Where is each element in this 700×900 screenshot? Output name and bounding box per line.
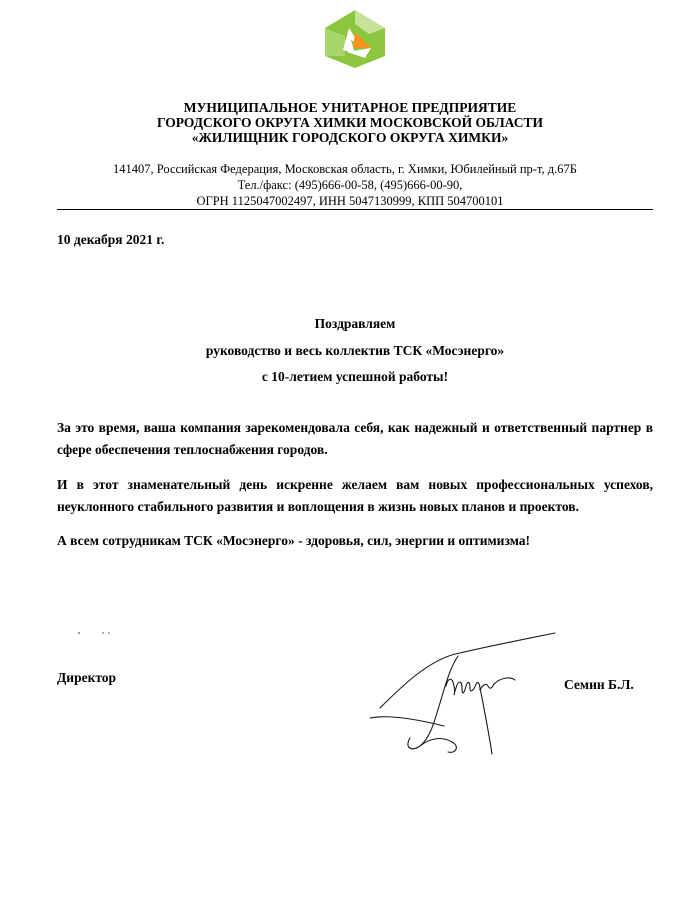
org-registration: ОГРН 1125047002497, ИНН 5047130999, КПП 504700101 — [196, 194, 504, 208]
handwritten-signature — [360, 628, 560, 758]
org-name-line-2: ГОРОДСКОГО ОКРУГА ХИМКИ МОСКОВСКОЙ ОБЛАСТИ — [156, 115, 544, 130]
body-paragraph-3: А всем сотрудникам ТСК «Мосэнерго» - здоровья, сил, энергии и оптимизма! — [57, 533, 531, 548]
org-name-line-3: «ЖИЛИЩНИК ГОРОДСКОГО ОКРУГА ХИМКИ» — [191, 130, 509, 145]
greeting-line-3: с 10-летием успешной работы! — [261, 369, 449, 384]
greeting-line-1: Поздравляем — [314, 316, 396, 331]
org-phone: Тел./факс: (495)666-00-58, (495)666-00-90, — [237, 178, 463, 192]
letter-date: 10 декабря 2021 г. — [57, 232, 165, 247]
greeting-line-2: руководство и весь коллектив ТСК «Мосэнерго» — [205, 343, 505, 358]
signatory-name: Семин Б.Л. — [564, 677, 634, 692]
signatory-position: Директор — [57, 670, 117, 685]
org-name-line-1: МУНИЦИПАЛЬНОЕ УНИТАРНОЕ ПРЕДПРИЯТИЕ — [183, 100, 517, 115]
company-logo-icon — [325, 10, 385, 68]
decorative-dots — [65, 628, 125, 638]
body-paragraph-1: За это время, ваша компания зарекомендовала себя, как надежный и ответственный партнер в сфере обеспечения теплоснабжения городов. — [57, 420, 653, 457]
body-paragraph-2: И в этот знаменательный день искренне желаем вам новых профессиональных успехов, неуклонного стабильного развития и воплощения в жизнь новых планов и проектов. — [57, 477, 653, 514]
org-address: 141407, Российская Федерация, Московская область, г. Химки, Юбилейный пр-т, д.67Б — [113, 162, 577, 176]
header-divider — [57, 209, 653, 210]
